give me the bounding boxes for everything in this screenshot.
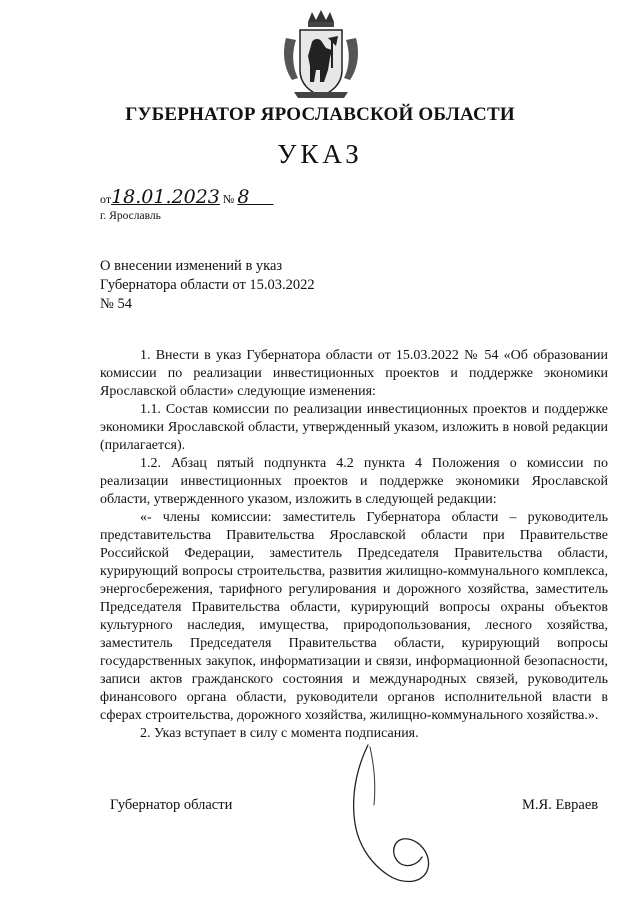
document-number: 8 xyxy=(237,186,250,208)
document-type: УКАЗ xyxy=(277,139,363,169)
signer-name: М.Я. Евраев xyxy=(522,797,599,813)
subject-line: № 54 xyxy=(100,296,132,312)
date-prefix: от xyxy=(100,192,112,206)
document-subject xyxy=(100,257,380,314)
document-date: 18.01.2023 xyxy=(111,186,220,208)
date-number-line xyxy=(100,186,273,208)
subject-line: О внесении изменений в указ xyxy=(100,258,283,274)
signer-title: Губернатор области xyxy=(110,797,233,813)
number-prefix: № xyxy=(222,192,235,206)
paragraph: 1. Внести в указ Губернатора области от 15.03.2022 № 54 «Об образовании комиссии по реализации инвестиционных проектов и поддержке экономики Ярославской области» следующие изменения: xyxy=(100,348,608,399)
document-body xyxy=(100,347,608,743)
paragraph: 1.1. Состав комиссии по реализации инвестиционных проектов и поддержке экономики Ярославской области, утвержденный указом, изложить в новой редакции (прилагается). xyxy=(100,402,608,453)
paragraph: 1.2. Абзац пятый подпункта 4.2 пункта 4 Положения о комиссии по реализации инвестиционных проектов и поддержке экономики Ярославской области, утвержденного указом, изложить в следующей редакции: xyxy=(100,456,608,507)
coat-of-arms-bear-icon xyxy=(278,8,364,100)
paragraph: 2. Указ вступает в силу с момента подписания. xyxy=(140,726,419,741)
paragraph: «- члены комиссии: заместитель Губернатора области – руководитель представительства Правительства Ярославской области при Правительстве Российской Федерации, заместитель Председателя Правительства области, курирующий вопросы строительства, развития жилищно-коммунального комплекса, энергосбережения, тарифного регулирования и дорожного хозяйства, заместитель Председателя Правительства области, курирующий вопросы охраны объектов культурного наследия, имущества, природопользования, лесного хозяйства, заместитель Председателя Правительства области, курирующий вопросы государственных закупок, информатизации и связи, информационной безопасности, записи актов гражданского состояния и международных связей, руководитель финансового органа области, руководители органов исполнительной власти в сферах строительства, дорожного хозяйства, жилищно-коммунального хозяйства.». xyxy=(100,510,608,723)
handwritten-signature xyxy=(330,735,450,900)
city: г. Ярославль xyxy=(100,210,161,222)
subject-line: Губернатора области от 15.03.2022 xyxy=(100,277,315,293)
government-title: ГУБЕРНАТОР ЯРОСЛАВСКОЙ ОБЛАСТИ xyxy=(125,104,515,125)
